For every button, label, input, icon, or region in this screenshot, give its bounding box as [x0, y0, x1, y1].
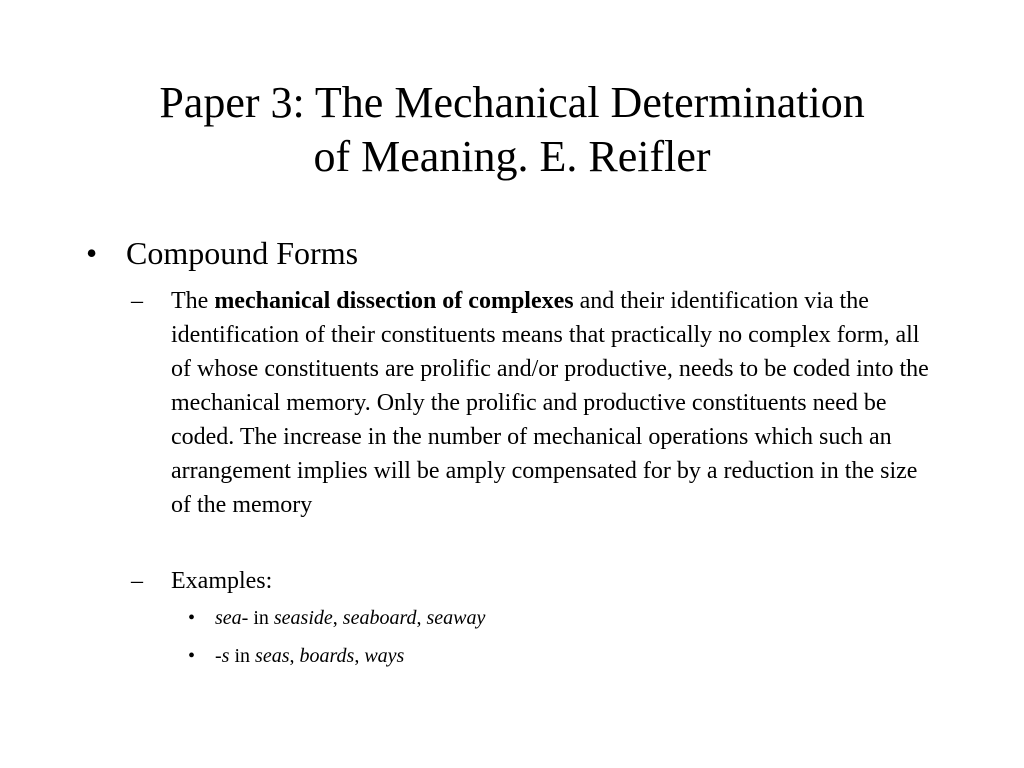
- title-line-2: of Meaning. E. Reifler: [313, 132, 711, 181]
- example2-sep2: ,: [354, 645, 365, 667]
- main-bullet-label: Compound Forms: [126, 235, 359, 271]
- sub-point-examples-label: Examples:: [171, 568, 273, 594]
- example1-stem: sea-: [215, 607, 249, 629]
- slide-title: [60, 76, 964, 184]
- point1-bold-term: mechanical dissection of complexes: [214, 288, 574, 314]
- example1-in: in: [248, 607, 274, 629]
- example2-word1: seas: [255, 645, 290, 667]
- example1-word2: seaboard: [342, 607, 417, 629]
- example1-word3: seaway: [426, 607, 486, 629]
- example1-word1: seaside: [273, 607, 333, 629]
- example-item-s-text: [215, 642, 404, 670]
- example2-stem: s: [221, 645, 230, 667]
- bullet-marker: •: [188, 645, 196, 667]
- dash-marker: –: [131, 288, 143, 314]
- example-item-sea-text: [215, 604, 485, 632]
- point1-rest: and their identification via the identification of their constituents means that practically no complex form, all of whose constituents are prolific and/or productive, needs to be coded into the mechanical memory. Only the prolific and productive constituents need be coded. The increase in the number of mechanical operations which such an arrangement implies will be amply compensated for by a reduction in the size of the memory: [171, 288, 929, 518]
- example1-sep2: ,: [416, 607, 427, 629]
- dash-marker: –: [131, 568, 143, 594]
- bullet-marker: •: [188, 607, 196, 629]
- example2-dash: -: [215, 645, 222, 667]
- example2-word3: ways: [364, 645, 405, 667]
- example2-in: in: [229, 645, 256, 667]
- example1-sep1: ,: [332, 607, 343, 629]
- sub-point-dissection-text: [171, 284, 941, 522]
- bullet-marker: •: [86, 235, 98, 271]
- example2-word2: boards: [299, 645, 355, 667]
- point1-lead: The: [171, 288, 215, 314]
- example2-sep1: ,: [289, 645, 300, 667]
- title-line-1: Paper 3: The Mechanical Determination: [159, 78, 865, 127]
